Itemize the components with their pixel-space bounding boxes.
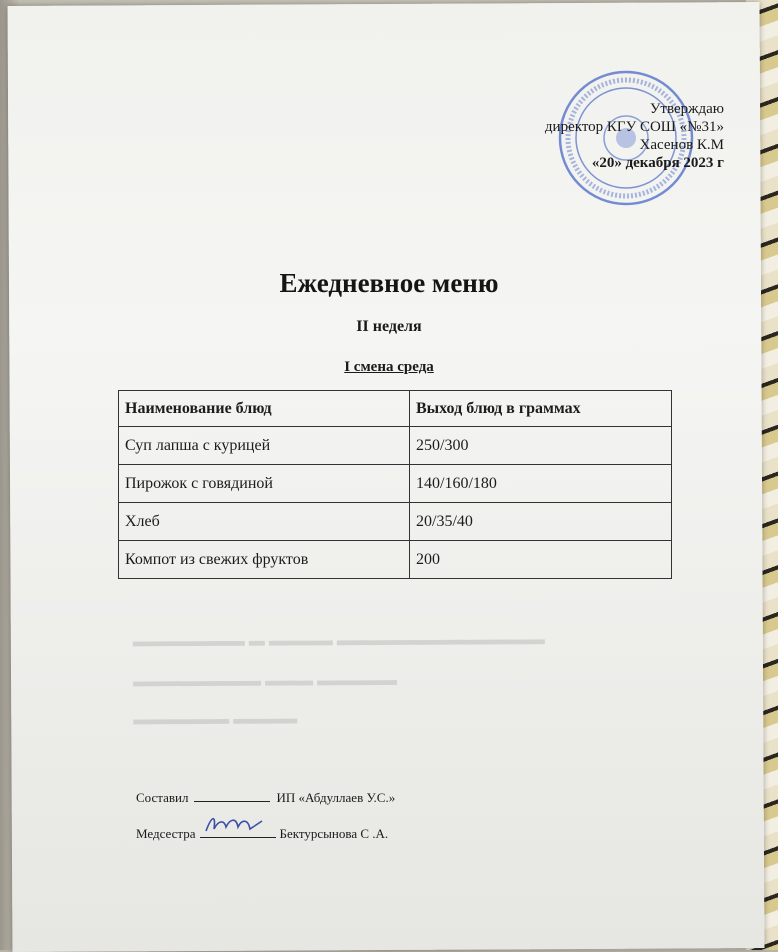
dish-portion: 200 <box>410 541 672 579</box>
approval-line-1: Утверждаю <box>649 101 724 117</box>
table-row <box>119 427 672 465</box>
nurse-name: Бектурсынова С .А. <box>279 826 389 841</box>
column-header-portion: Выход блюд в граммах <box>410 391 672 427</box>
bleed-through-shadow: ▬▬▬▬▬▬▬▬ ▬▬▬ ▬▬▬▬▬ <box>133 671 398 691</box>
signature-blank <box>194 801 270 802</box>
compiled-by-name: ИП «Абдуллаев У.С.» <box>276 790 396 805</box>
table-row <box>119 465 672 503</box>
bleed-through-shadow: ▬▬▬▬▬▬ ▬▬▬▬ <box>133 710 298 729</box>
dish-portion: 20/35/40 <box>410 503 672 541</box>
nurse-line <box>136 823 388 842</box>
menu-table <box>118 390 672 579</box>
shift-label: I смена среда <box>344 359 434 375</box>
approval-block <box>545 100 724 172</box>
dish-portion: 250/300 <box>410 427 672 465</box>
dish-portion: 140/160/180 <box>410 465 672 503</box>
table-header-row <box>119 391 672 427</box>
table-row <box>119 541 672 579</box>
handwritten-signature <box>202 811 276 837</box>
signature-blank <box>200 823 276 838</box>
dish-name: Пирожок с говядиной <box>119 465 410 503</box>
dish-name: Компот из свежих фруктов <box>119 541 410 579</box>
approval-line-2: директор КГУ СОШ «№31» <box>544 119 724 135</box>
compiled-by-label: Составил <box>136 790 189 805</box>
approval-date: «20» декабря 2023 г <box>591 155 724 171</box>
nurse-label: Медсестра <box>136 826 196 841</box>
dish-name: Хлеб <box>119 503 410 541</box>
week-label: II неделя <box>356 318 422 335</box>
page-title: Ежедневное меню <box>279 268 499 298</box>
compiled-by-line <box>136 790 395 806</box>
column-header-dish: Наименование блюд <box>119 391 410 427</box>
bleed-through-shadow: ▬▬▬▬▬▬▬ ▬ ▬▬▬▬ ▬▬▬▬▬▬▬▬▬▬▬▬▬ <box>132 631 545 651</box>
table-row <box>119 503 672 541</box>
dish-name: Суп лапша с курицей <box>119 427 410 465</box>
approval-director-name: Хасенов К.М <box>639 137 724 153</box>
